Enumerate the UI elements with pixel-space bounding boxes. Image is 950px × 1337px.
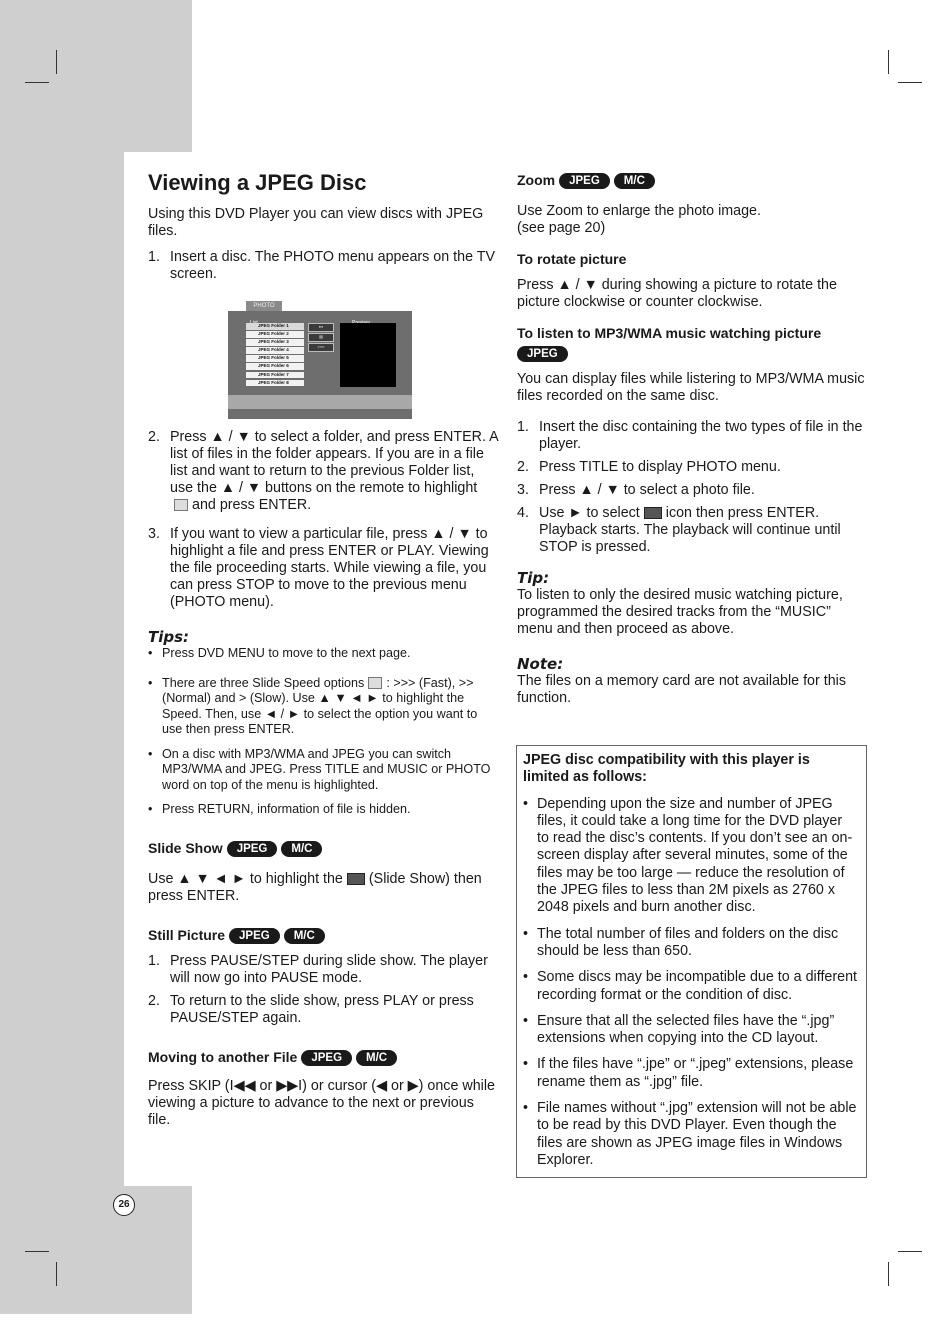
photo-menu-buttons [308, 323, 334, 353]
folder-item: JPEG Folder 4 [246, 347, 304, 354]
slide-show-text: Use ▲ ▼ ◄ ► to highlight the (Slide Show) then press ENTER. [148, 870, 482, 904]
folder-item: JPEG Folder 2 [246, 331, 304, 338]
folder-item: JPEG Folder 5 [246, 355, 304, 362]
step-item: 1. Insert a disc. The PHOTO menu appears on the TV screen. [148, 249, 496, 282]
compat-item: • The total number of files and folders on the disc should be less than 650. [523, 926, 858, 961]
step-item: 3. Press ▲ / ▼ to select a photo file. [517, 482, 755, 498]
rotate-heading: To rotate picture [517, 251, 627, 267]
tips-heading: Tips: [148, 628, 190, 646]
step-item: 1. Press PAUSE/STEP during slide show. The player will now go into PAUSE mode. [148, 952, 488, 986]
page-title: Viewing a JPEG Disc [148, 170, 367, 195]
step-item: 2. Press TITLE to display PHOTO menu. [517, 459, 781, 475]
crop-mark [56, 1262, 57, 1286]
folder-item: JPEG Folder 8 [246, 380, 304, 387]
tip-item: • On a disc with MP3/WMA and JPEG you can switch MP3/WMA and JPEG. Press TITLE and MUSIC or PHOTO word on top of the menu is highlighted. [148, 747, 498, 794]
slide-show-heading: Slide Show JPEG M/C [148, 840, 498, 857]
rotate-text: Press ▲ / ▼ during showing a picture to rotate the picture clockwise or counter clockwise. [517, 277, 837, 310]
note-heading: Note: [517, 655, 564, 673]
music-photo-icon [644, 507, 662, 519]
photo-menu-screenshot [228, 301, 412, 411]
compatibility-box [516, 745, 867, 1178]
compat-item: • Ensure that all the selected files have the “.jpg” extensions when copying into the CD layout. [523, 1013, 858, 1048]
compat-item: • Some discs may be incompatible due to a different recording format or the condition of disc. [523, 969, 858, 1004]
step-item: 4. Use ► to select icon then press ENTER. Playback starts. The playback will continue until STOP is pressed. [517, 505, 841, 555]
step-item: 2. Press ▲ / ▼ to select a folder, and press ENTER. A list of files in the folder appears. If you are in a file list and want to return to the previous Folder list, use the ▲ / ▼ buttons on the remote to highlightand press ENTER. [148, 429, 498, 513]
crop-mark [888, 50, 889, 74]
mc-tag: M/C [614, 173, 655, 189]
step-item: 3. If you want to view a particular file, press ▲ / ▼ to highlight a file and press ENTER or PLAY. Viewing the file proceeding starts. While viewing a file, you can press STOP to move to the previous menu (PHOTO menu). [148, 526, 489, 610]
mc-tag: M/C [281, 841, 322, 857]
crop-mark [898, 82, 922, 83]
tip-item: • Press RETURN, information of file is hidden. [148, 802, 498, 818]
sidebar-band-bottom [0, 1186, 192, 1314]
moving-file-heading: Moving to another File JPEG M/C [148, 1049, 498, 1066]
photo-menu-footer [228, 395, 412, 409]
menu-button: >>> [308, 343, 334, 352]
folder-item: JPEG Folder 7 [246, 372, 304, 379]
zoom-heading: Zoom JPEG M/C [517, 172, 867, 189]
crop-mark [898, 1251, 922, 1252]
crop-mark [25, 82, 49, 83]
compat-item: • File names without “.jpg” extension will not be able to be read by this DVD Player. Even though the files are shown as JPEG image files in Windows Explorer. [523, 1100, 858, 1169]
mc-tag: M/C [284, 928, 325, 944]
listen-steps [517, 419, 867, 556]
note-text: The files on a memory card are not available for this function. [517, 673, 846, 706]
tip-item: • There are three Slide Speed options : >>> (Fast), >> (Normal) and > (Slow). Use ▲ ▼ ◄ ► to highlight the Speed. Then, use ◄ / ► to select the option you want to use then press ENTER. [148, 676, 498, 738]
slide-show-icon [347, 873, 365, 885]
still-picture-steps [148, 953, 498, 1027]
tip-item: • Press DVD MENU to move to the next page. [148, 646, 498, 662]
mc-tag: M/C [356, 1050, 397, 1066]
crop-mark [25, 1251, 49, 1252]
zoom-text: Use Zoom to enlarge the photo image. [517, 203, 761, 219]
step-item: 2. To return to the slide show, press PLAY or press PAUSE/STEP again. [148, 992, 474, 1026]
jpeg-tag: JPEG [229, 928, 280, 944]
listen-text: You can display files while listering to MP3/WMA music files recorded on the same disc. [517, 371, 865, 404]
compatibility-list [523, 796, 858, 1170]
moving-file-text: Press SKIP (I◀◀ or ▶▶I) or cursor (◀ or ▶) once while viewing a picture to advance to the next or previous file. [148, 1077, 495, 1128]
compat-item: • Depending upon the size and number of JPEG files, it could take a long time for the DVD player to read the disc’s contents. If you don’t see an on-screen display after several minutes, some of the files may be too large — reduce the resolution of the JPEG files to less than 2M pixels as 2760 x 2048 pixels and burn another disc. [523, 796, 858, 917]
menu-button: ▤ [308, 333, 334, 342]
right-column [517, 172, 867, 707]
tip-heading: Tip: [517, 569, 550, 587]
slide-speed-icon [368, 677, 382, 689]
menu-button: ▪▪▪ [308, 323, 334, 332]
folder-up-icon [174, 499, 188, 511]
compatibility-heading: JPEG disc compatibility with this player is limited as follows: [523, 752, 810, 786]
crop-mark [56, 50, 57, 74]
listen-heading: To listen to MP3/WMA music watching picture JPEG [517, 325, 822, 360]
jpeg-tag: JPEG [227, 841, 278, 857]
tip-text: To listen to only the desired music watching picture, programmed the desired tracks from the “MUSIC” menu and then proceed as above. [517, 587, 843, 637]
page-number: 26 [113, 1194, 135, 1216]
zoom-page-ref: (see page 20) [517, 220, 606, 236]
intro-text: Using this DVD Player you can view discs with JPEG files. [148, 206, 484, 239]
photo-menu-preview-window [340, 323, 396, 387]
compat-item: • If the files have “.jpe” or “.jpeg” extensions, please rename them as “.jpg” file. [523, 1056, 858, 1091]
left-column [148, 170, 498, 1129]
folder-item: JPEG Folder 6 [246, 363, 304, 370]
jpeg-tag: JPEG [301, 1050, 352, 1066]
step-item: 1. Insert the disc containing the two types of file in the player. [517, 419, 863, 452]
steps-list-continued [148, 429, 498, 611]
photo-menu-tab: PHOTO [246, 301, 282, 311]
folder-item: JPEG Folder 3 [246, 339, 304, 346]
crop-mark [888, 1262, 889, 1286]
still-picture-heading: Still Picture JPEG M/C [148, 927, 498, 944]
tips-list [148, 646, 498, 818]
jpeg-tag: JPEG [517, 346, 568, 362]
photo-menu-folder-list [246, 323, 304, 388]
sidebar-band [0, 0, 124, 1314]
steps-list [148, 249, 498, 283]
jpeg-tag: JPEG [559, 173, 610, 189]
folder-item: JPEG Folder 1 [246, 323, 304, 330]
